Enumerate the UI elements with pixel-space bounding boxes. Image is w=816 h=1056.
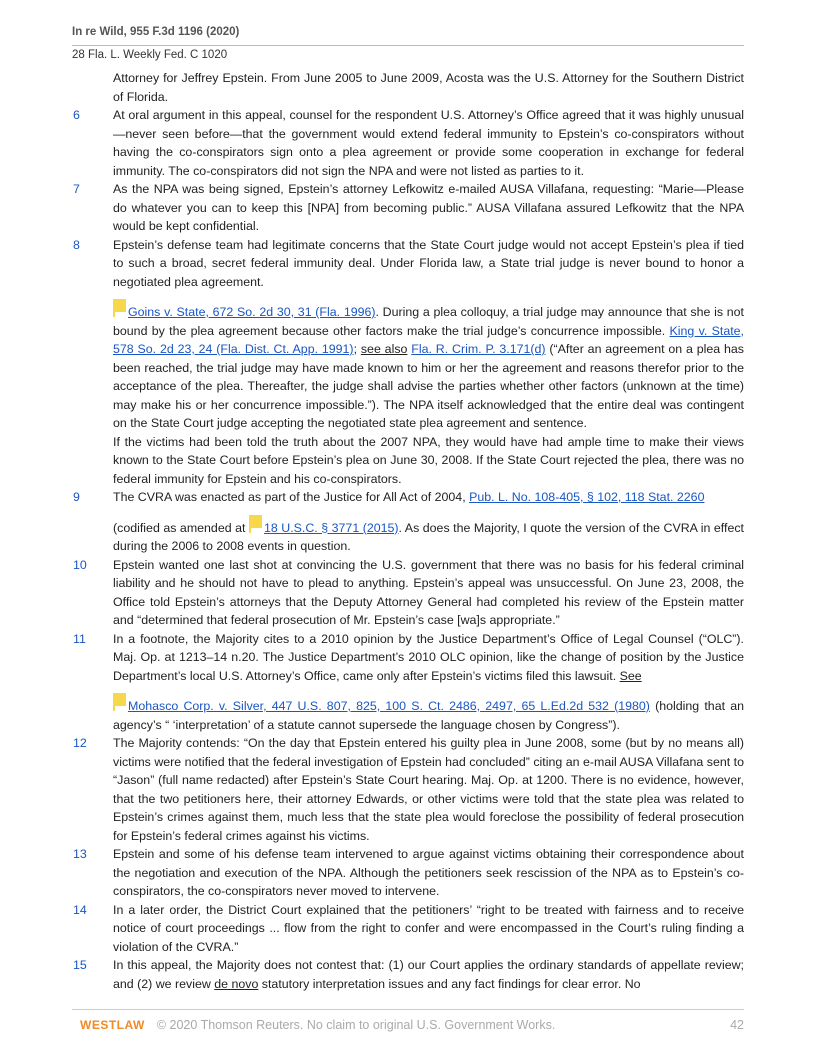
footnote-text: Epstein wanted one last shot at convincing the U.S. government that there was no basis for his federal criminal liability and he should not have to plead to anything. Epstein’s appeal was unsuccessful. On June 23, 2008, the Office told Epstein’s attorneys that the Deputy Attorney General had completed his review of the Epstein matter and “determined that federal prosecution of Mr. Epstein’s case [wa]s appropriate.” [113, 557, 744, 627]
citation-link-usc[interactable]: 18 U.S.C. § 3771 (2015) [263, 520, 399, 535]
footnote-text: In this appeal, the Majority does not contest that: (1) our Court applies the ordinary standards of appellate review; and (2) we review [113, 958, 744, 991]
footnote-13 [72, 845, 744, 901]
footnote-text: . As does the Majority, I quote the version of the CVRA in effect during the 2006 to 2008 events in question. [113, 520, 744, 553]
citation-link-king[interactable]: King v. State, 578 So. 2d 23, 24 (Fla. Dist. Ct. App. 1991) [113, 323, 744, 356]
westlaw-logo: WESTLAW [80, 1018, 145, 1032]
footnote-number-link[interactable]: 9 [73, 490, 80, 504]
footer-divider [72, 1009, 744, 1010]
signal-see: See [619, 668, 642, 683]
footnote-text: statutory interpretation issues and any fact findings for clear error. No [258, 976, 641, 991]
footnote-8 [72, 236, 744, 489]
footnote-6 [72, 106, 744, 180]
footnote-number-link[interactable]: 8 [73, 237, 80, 252]
footnote-paragraph [113, 236, 744, 433]
footnote-paragraph [113, 488, 744, 556]
footnote-11 [72, 630, 744, 735]
footnote-12 [72, 734, 744, 845]
footnote-text: (holding that an agency’s “ ‘interpretation’ of a statute cannot supersede the language chosen by Congress”). [113, 699, 744, 732]
footnote-text: . During a plea colloquy, a trial judge may announce that she is not bound by the plea agreement because other factors make the trial judge’s concurrence impossible. [113, 305, 744, 338]
footnote-text: Epstein’s defense team had legitimate concerns that the State Court judge would not accept Epstein’s plea if tied to such a broad, secret federal immunity deal. Under Florida law, a State trial judge is never bound to honor a negotiated plea agreement. [113, 237, 744, 289]
footnote-text: (“After an agreement on a plea has been reached, the trial judge may have made known to him or her the agreement and reasons therefor prior to the acceptance of the plea. Thereafter, the judge shall advise the parties whether other factors (unknown at the time) may make his or her concurrence impossible.”). The NPA itself acknowledged that the entire deal was contingent on the State Court judge accepting the negotiated state plea agreement and sentence. [113, 342, 744, 430]
footnote-number-link[interactable]: 11 [73, 631, 86, 646]
flag-icon[interactable] [113, 693, 126, 706]
citation-link-pub-law[interactable]: Pub. L. No. 108-405, § 102, 118 Stat. 2260 [469, 490, 705, 504]
footnote-text: The Majority contends: “On the day that Epstein entered his guilty plea in June 2008, some (but by no means all) victims were notified that the federal investigation of Epstein had concluded” citing an e-mail AUSA Villafana sent to “Jason” (full name redacted) after Epstein’s State Court hearing. Maj. Op. at 1200. There is no evidence, however, that the two petitioners here, their attorney Edwards, or other victims were told that the state plea was related to Epstein’s crimes against them, much less that the state plea would foreclose the possibility of federal prosecution for Epstein’s federal crimes against his victims. [113, 736, 744, 843]
footnote-text: As the NPA was being signed, Epstein’s attorney Lefkowitz e-mailed AUSA Villafana, requesting: “Marie—Please do whatever you can to keep this [NPA] from becoming public.” AUSA Villafana assured Lefkowitz that the NPA would be kept confidential. [113, 182, 744, 233]
footnote-15 [72, 956, 744, 993]
footnote-14 [72, 901, 744, 957]
footnote-7 [72, 180, 744, 236]
copyright-notice: © 2020 Thomson Reuters. No claim to original U.S. Government Works. [156, 1018, 556, 1032]
footnote-number-link[interactable]: 6 [73, 108, 80, 122]
flag-icon[interactable] [113, 299, 126, 312]
footnote-text: At oral argument in this appeal, counsel for the respondent U.S. Attorney’s Office agreed that it was highly unusual—never seen before—that the government would extend federal immunity to Epstein’s co-conspirators without having the co-conspirators sign onto a plea agreement or provide some cooperation in exchange for federal immunity. The co-conspirators did not sign the NPA and were not listed as parties to it. [113, 108, 744, 178]
citation-link-mohasco[interactable]: Mohasco Corp. v. Silver, 447 U.S. 807, 825, 100 S. Ct. 2486, 2497, 65 L.Ed.2d 532 (1980) [128, 699, 650, 713]
footnote-number-link[interactable]: 13 [73, 847, 87, 861]
footnote-paragraph [113, 956, 744, 993]
flag-icon[interactable] [249, 515, 262, 528]
footnote-text: ; [353, 342, 361, 356]
footnotes-section [72, 69, 744, 993]
footnote-text: In a later order, the District Court explained that the petitioners’ “right to be treated with fairness and to receive notice of court proceedings ... flow from the right to confer and were encompassed in the Court’s ruling finding a violation of the CVRA.” [113, 902, 744, 954]
footnote-10 [72, 556, 744, 630]
footnote-paragraph [113, 630, 744, 735]
term-de-novo: de novo [214, 976, 259, 991]
footnote-number-link[interactable]: 12 [73, 736, 87, 750]
footnote-text: In a footnote, the Majority cites to a 2010 opinion by the Justice Department’s Office of Legal Counsel (“OLC”). Maj. Op. at 1213–14 n.20. The Justice Department’s 2010 OLC opinion, like the change of position by the Justice Department’s local U.S. Attorney’s Office, came only after Epstein’s victims filed this lawsuit. [113, 631, 744, 683]
footnote-text: (codified as amended at [113, 520, 246, 535]
footnote-text: Attorney for Jeffrey Epstein. From June 2005 to June 2009, Acosta was the U.S. Attorney for the Southern District of Florida. [113, 71, 744, 104]
footnote-5-continued [72, 69, 744, 106]
page-footer [72, 1009, 744, 1032]
footnote-number-link[interactable]: 15 [73, 958, 87, 972]
citation-link-goins[interactable]: Goins v. State, 672 So. 2d 30, 31 (Fla. 1996) [128, 305, 376, 319]
footnote-number-link[interactable]: 7 [73, 182, 80, 196]
footnote-9 [72, 488, 744, 556]
footnote-text: Epstein and some of his defense team intervened to argue against victims obtaining their correspondence about the negotiation and execution of the NPA. Although the petitioners seek rescission of the NPA as to Epstein’s co-conspirators, the co-conspirators never moved to intervene. [113, 847, 744, 898]
footnote-paragraph: If the victims had been told the truth about the 2007 NPA, they would have had ample time to make their views known to the State Court before Epstein’s plea on June 30, 2008. If the State Court rejected the plea, there was no federal immunity for Epstein and his co-conspirators. [113, 434, 744, 486]
footnote-number-link[interactable]: 14 [73, 902, 87, 917]
page-number: 42 [730, 1018, 744, 1032]
page-header [72, 24, 744, 63]
case-title: In re Wild, 955 F.3d 1196 (2020) [72, 26, 240, 38]
case-citation: 28 Fla. L. Weekly Fed. C 1020 [72, 49, 228, 61]
signal-see-also: see also [360, 342, 408, 356]
footnote-number-link[interactable]: 10 [73, 557, 87, 572]
header-divider [72, 45, 744, 46]
citation-link-fla-rule[interactable]: Fla. R. Crim. P. 3.171(d) [411, 342, 546, 356]
footnote-text: The CVRA was enacted as part of the Justice for All Act of 2004, [113, 490, 466, 504]
